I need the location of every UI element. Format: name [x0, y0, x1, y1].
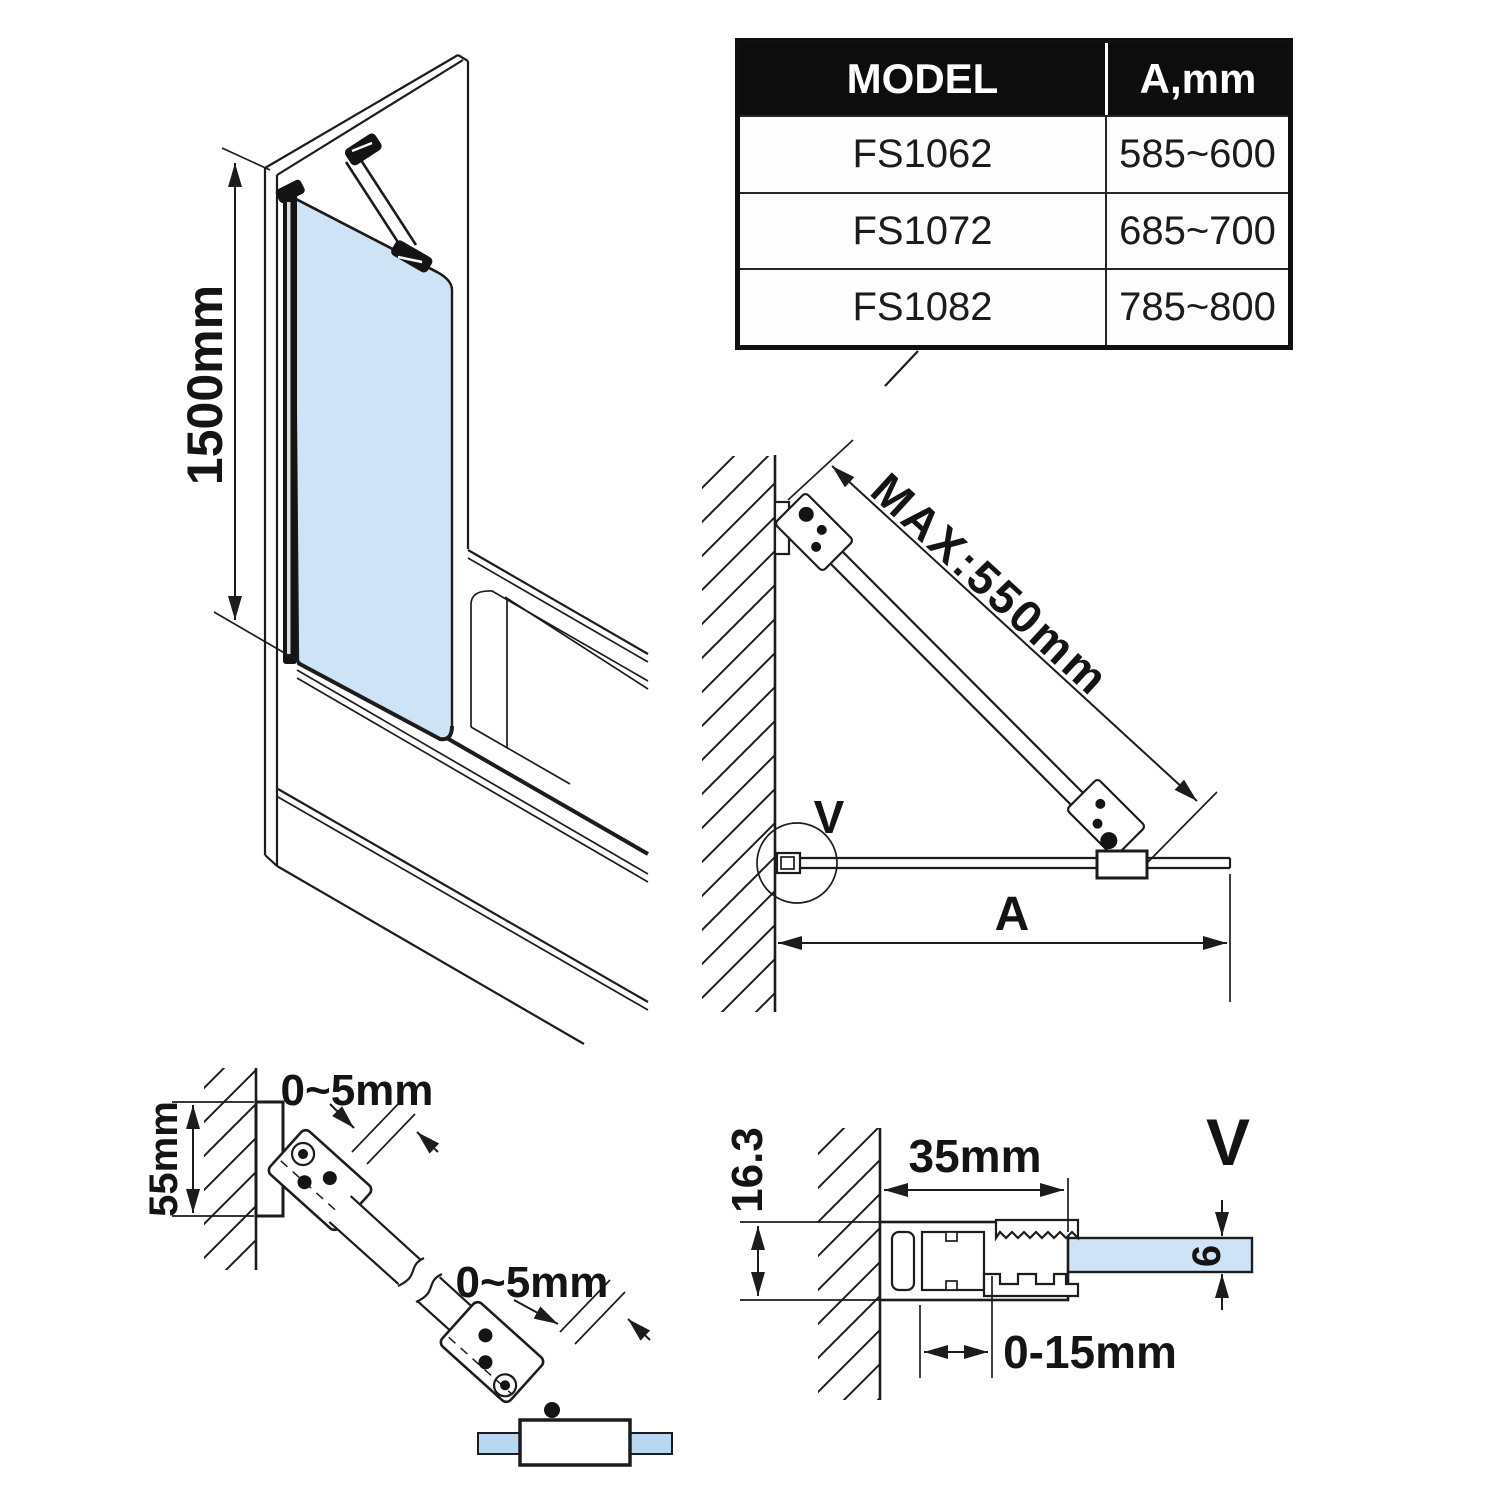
profile-width-dimension [884, 1130, 1068, 1232]
plan-glass-clamp [1097, 851, 1147, 878]
plan-width-dimension [778, 874, 1230, 1002]
a-mm-cell: 585~600 [1105, 117, 1288, 192]
profile-lower-jaw [984, 1274, 1078, 1296]
glass-thickness-label: 6 [1185, 1244, 1229, 1268]
isometric-view [177, 55, 648, 1044]
hinge-detail-view [142, 1066, 672, 1465]
table-row [740, 268, 1288, 345]
plan-detail-marker: V [813, 791, 845, 843]
model-cell: FS1082 [852, 285, 993, 330]
profile-wall-hatching [818, 1128, 880, 1400]
hinge-bottom-gap-label: 0~5mm [455, 1258, 609, 1307]
table-leader-line [885, 351, 918, 386]
table-row [740, 192, 1288, 269]
hinge-glass-clamp [478, 1402, 672, 1465]
table-row [740, 115, 1288, 192]
hinge-wall-offset-label: 55mm [142, 1101, 186, 1217]
plan-bar-length-label: MAX:550mm [861, 462, 1120, 706]
model-table [735, 38, 1293, 350]
a-mm-cell: 785~800 [1105, 270, 1288, 345]
a-mm-column-header: A,mm [1105, 43, 1288, 115]
plan-wall-hatching [702, 456, 775, 1012]
plan-glass-panel [777, 853, 1230, 873]
glass-thickness-dimension [1185, 1200, 1229, 1310]
profile-detail-marker: V [1205, 1105, 1251, 1179]
hinge-wall-hatching [204, 1068, 256, 1270]
hinge-top-gap-label: 0~5mm [280, 1066, 434, 1115]
profile-height-label: 16.3 [723, 1127, 772, 1213]
iso-height-dimension [177, 148, 300, 662]
profile-body [880, 1220, 1078, 1300]
profile-detail-view [723, 1105, 1252, 1400]
iso-height-label: 1500mm [177, 284, 233, 486]
profile-adjustment-label: 0-15mm [1003, 1326, 1177, 1378]
plan-width-label: A [994, 888, 1030, 941]
model-column-header: MODEL [846, 55, 999, 102]
model-cell: FS1072 [852, 208, 993, 253]
plan-bar-dimension [788, 440, 1217, 862]
a-mm-cell: 685~700 [1105, 194, 1288, 269]
profile-width-label: 35mm [908, 1130, 1042, 1182]
model-table-header [740, 43, 1288, 115]
plan-view [702, 440, 1230, 1012]
model-cell: FS1062 [852, 131, 993, 176]
